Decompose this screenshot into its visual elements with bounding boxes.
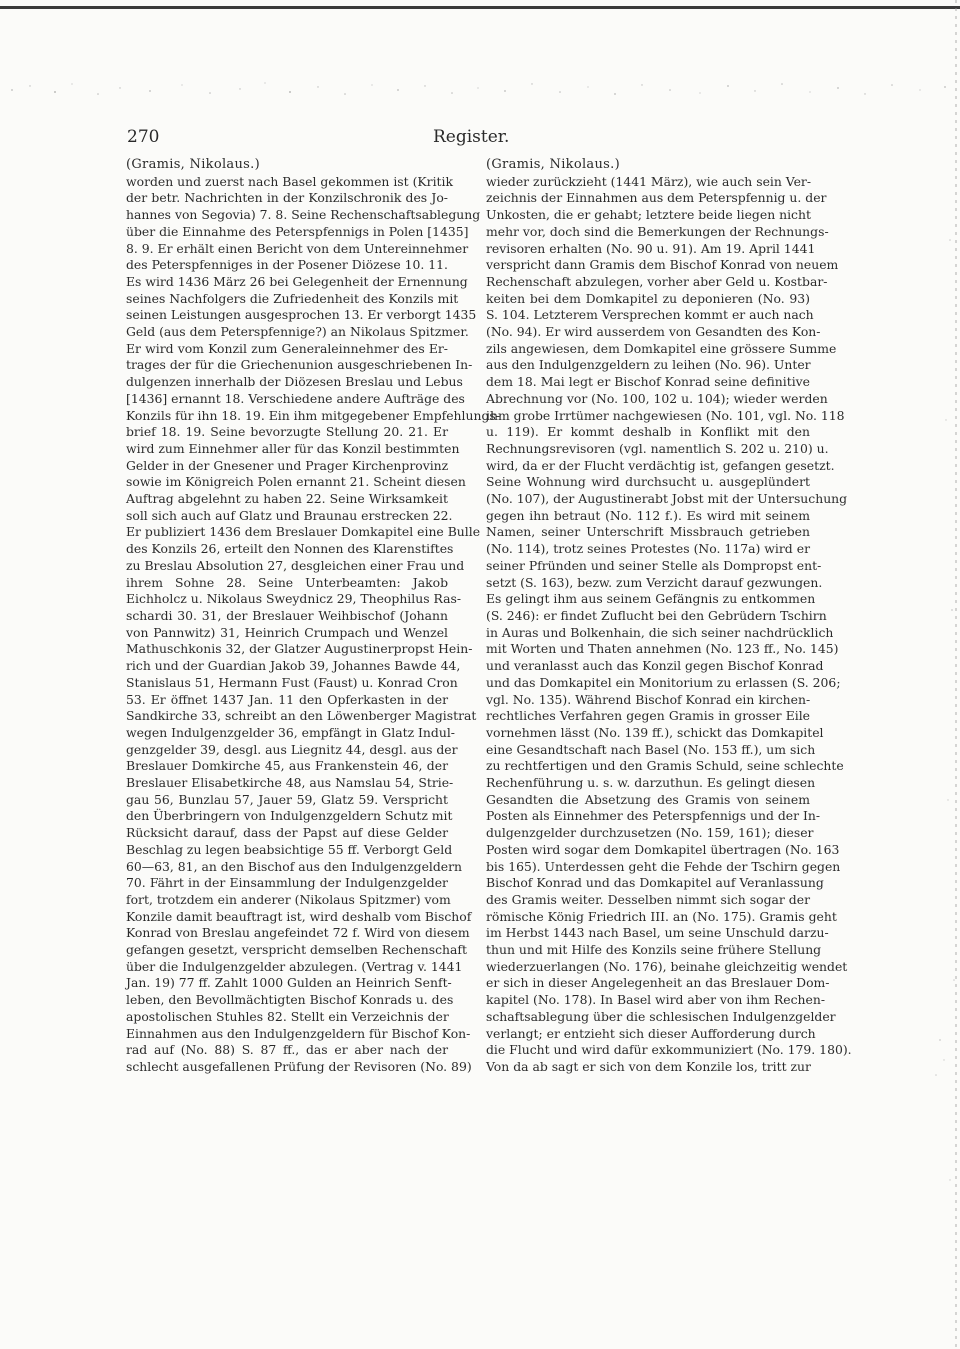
- text-line: gau 56, Bunzlau 57, Jauer 59, Glatz 59. Verspricht: [126, 791, 448, 807]
- text-line: Einnahmen aus den Indulgenzgeldern für Bischof Kon-: [126, 1025, 471, 1041]
- text-line: Es wird 1436 März 26 bei Gelegenheit der Ernennung: [126, 273, 468, 289]
- scan-top-rule: [0, 6, 960, 9]
- text-line: trages der für die Griechenunion ausgeschriebenen In-: [126, 357, 473, 373]
- text-line: wird zum Einnehmer aller für das Konzil bestimmten: [126, 440, 460, 456]
- text-line: (No. 94). Er wird ausserdem von Gesandten des Kon-: [486, 324, 821, 340]
- text-line: Posten wird sogar dem Domkapitel übertragen (No. 163: [486, 841, 840, 857]
- text-line: er sich in dieser Angelegenheit an das Breslauer Dom-: [486, 975, 830, 991]
- text-line: Mathuschkonis 32, der Glatzer Augustinerpropst Hein-: [126, 641, 473, 657]
- text-line: Gesandten die Absetzung des Gramis von seinem: [486, 791, 810, 807]
- text-line: schardi 30. 31, der Breslauer Weihbischof (Johann: [126, 607, 448, 623]
- text-line: dulgenzen innerhalb der Diözesen Breslau und Lebus: [126, 374, 463, 390]
- text-line: 70. Fährt in der Einsammlung der Indulgenzgelder: [126, 875, 448, 891]
- text-line: seiner Pfründen und seiner Stelle als Dompropst ent-: [486, 557, 822, 573]
- text-line: die Flucht und wird dafür exkommuniziert (No. 179. 180).: [486, 1042, 852, 1058]
- text-line: genzgelder 39, desgl. aus Liegnitz 44, desgl. aus der: [126, 741, 458, 757]
- right-column-lines: [486, 173, 852, 1076]
- text-line: brief 18. 19. Seine bevorzugte Stellung 20. 21. Er: [126, 424, 448, 440]
- text-line: Es gelingt ihm aus seinem Gefängnis zu entkommen: [486, 591, 816, 607]
- text-line: sowie im Königreich Polen ernannt 21. Scheint diesen: [126, 474, 466, 490]
- text-line: zils angewiesen, dem Domkapitel eine grössere Summe: [486, 340, 837, 356]
- text-line: 53. Er öffnet 1437 Jan. 11 den Opferkasten in der: [126, 691, 448, 707]
- text-line: Er publiziert 1436 dem Breslauer Domkapitel eine Bulle: [126, 524, 481, 540]
- text-line: apostolischen Stuhles 82. Stellt ein Verzeichnis der: [126, 1008, 449, 1024]
- text-line: zu Breslau Absolution 27, desgleichen einer Frau und: [126, 557, 465, 573]
- text-line: des Gramis weiter. Desselben nimmt sich sogar der: [486, 891, 810, 907]
- text-line: (No. 114), trotz seines Protestes (No. 117a) wird er: [486, 541, 810, 557]
- text-line: wegen Indulgenzgelder 36, empfängt in Glatz Indul-: [126, 724, 455, 740]
- text-line: des Konzils 26, erteilt den Nonnen des Klarenstiftes: [126, 541, 454, 557]
- text-line: Sandkirche 33, schreibt an den Löwenberger Magistrat: [126, 708, 477, 724]
- text-line: in Auras und Bolkenhain, die sich seiner nachdrücklich: [486, 624, 834, 640]
- text-line: Namen, seiner Unterschrift Missbrauch getrieben: [486, 524, 810, 540]
- text-line: über die Indulgenzgelder abzulegen. (Vertrag v. 1441: [126, 958, 463, 974]
- text-line: aus den Indulgenzgeldern zu leihen (No. 96). Unter: [486, 357, 811, 373]
- text-line: ihrem Sohne 28. Seine Unterbeamten: Jakob: [126, 574, 448, 590]
- text-line: Beschlag zu legen beabsichtige 55 ff. Verborgt Geld: [126, 841, 453, 857]
- text-line: thun und mit Hilfe des Konzils seine frühere Stellung: [486, 942, 822, 958]
- text-line: römische König Friedrich III. an (No. 175). Gramis geht: [486, 908, 837, 924]
- text-line: Konzils für ihn 18. 19. Ein ihm mitgegebener Empfehlungs-: [126, 407, 500, 423]
- text-line: des Peterspfenniges in der Posener Diözese 10. 11.: [126, 257, 448, 273]
- text-line: vgl. No. 135). Während Bischof Konrad ein kirchen-: [486, 691, 811, 707]
- text-line: zeichnis der Einnahmen aus dem Peterspfennig u. der: [486, 190, 827, 206]
- text-line: rechtliches Verfahren gegen Gramis in grosser Eile: [486, 708, 810, 724]
- text-line: kapitel (No. 178). In Basel wird aber von ihm Rechen-: [486, 992, 826, 1008]
- text-line: seinen Leistungen ausgesprochen 13. Er verborgt 1435: [126, 307, 477, 323]
- text-line: mehr vor, doch sind die Bemerkungen der Rechnungs-: [486, 223, 829, 239]
- text-line: über die Einnahme des Peterspfennigs in Polen [1435]: [126, 223, 469, 239]
- text-line: worden und zuerst nach Basel gekommen ist (Kritik: [126, 173, 454, 189]
- text-line: Rechenführung u. s. w. darzuthun. Es gelingt diesen: [486, 775, 816, 791]
- text-line: [1436] ernannt 18. Verschiedene andere Aufträge des: [126, 390, 465, 406]
- text-line: (No. 107), der Augustinerabt Jobst mit der Untersuchung: [486, 491, 848, 507]
- text-line: im Herbst 1443 nach Basel, um seine Unschuld darzu-: [486, 925, 829, 941]
- text-line: Auftrag abgelehnt zu haben 22. Seine Wirksamkeit: [126, 491, 448, 507]
- text-line: Bischof Konrad und das Domkapitel auf Veranlassung: [486, 875, 824, 891]
- right-column: [486, 157, 852, 1076]
- text-line: wieder zurückzieht (1441 März), wie auch sein Ver-: [486, 173, 812, 189]
- text-line: Geld (aus dem Peterspfennige?) an Nikolaus Spitzmer.: [126, 324, 469, 340]
- text-line: bis 165). Unterdessen geht die Fehde der Tschirn gegen: [486, 858, 841, 874]
- text-line: vornehmen lässt (No. 139 ff.), schickt das Domkapitel: [486, 724, 824, 740]
- text-line: der betr. Nachrichten in der Konzilschronik des Jo-: [126, 190, 448, 206]
- scan-right-edge-noise: [870, 0, 960, 1349]
- text-line: Abrechnung vor (No. 100, 102 u. 104); wieder werden: [486, 390, 828, 406]
- text-line: Er wird vom Konzil zum Generaleinnehmer des Er-: [126, 340, 448, 356]
- text-line: Breslauer Domkirche 45, aus Frankenstein 46, der: [126, 758, 448, 774]
- text-line: dem 18. Mai legt er Bischof Konrad seine definitive: [486, 374, 810, 390]
- text-line: (S. 246): er findet Zuflucht bei den Gebrüdern Tschirn: [486, 607, 827, 623]
- text-line: verspricht dann Gramis dem Bischof Konrad von neuem: [486, 257, 839, 273]
- text-line: u. 119). Er kommt deshalb in Konflikt mit den: [486, 424, 810, 440]
- text-line: dulgenzgelder durchzusetzen (No. 159, 161); dieser: [486, 825, 814, 841]
- text-line: wird, da er der Flucht verdächtig ist, gefangen gesetzt.: [486, 457, 835, 473]
- text-line: Eichholcz u. Nikolaus Sweydnicz 29, Theophilus Ras-: [126, 591, 462, 607]
- text-line: gefangen gesetzt, verspricht demselben Rechenschaft: [126, 942, 467, 958]
- text-line: revisoren erhalten (No. 90 u. 91). Am 19. April 1441: [486, 240, 816, 256]
- scan-noise-band: [0, 70, 960, 110]
- text-line: hannes von Segovia) 7. 8. Seine Rechenschaftsablegung: [126, 207, 481, 223]
- text-line: Seine Wohnung wird durchsucht u. ausgeplündert: [486, 474, 810, 490]
- text-line: zu rechtfertigen und den Gramis Schuld, seine schlechte: [486, 758, 844, 774]
- right-column-heading: (Gramis, Nikolaus.): [486, 157, 620, 172]
- text-line: S. 104. Letzterem Versprechen kommt er auch nach: [486, 307, 814, 323]
- left-column: [126, 157, 500, 1076]
- text-line: Unkosten, die er gehabt; letztere beide liegen nicht: [486, 207, 811, 223]
- text-line: soll sich auch auf Glatz und Braunau erstrecken 22.: [126, 507, 453, 523]
- text-line: seines Nachfolgers die Zufriedenheit des Konzils mit: [126, 290, 459, 306]
- text-line: eine Gesandtschaft nach Basel (No. 153 ff.), um sich: [486, 741, 816, 757]
- text-line: wiederzuerlangen (No. 176), beinahe gleichzeitig wendet: [486, 958, 848, 974]
- text-line: rad auf (No. 88) S. 87 ff., das er aber nach der: [126, 1042, 448, 1058]
- text-line: Rechenschaft abzulegen, vorher aber Geld u. Kostbar-: [486, 273, 828, 289]
- running-head: Register.: [433, 127, 510, 147]
- text-line: 8. 9. Er erhält einen Bericht von dem Untereinnehmer: [126, 240, 469, 256]
- text-line: Von da ab sagt er sich von dem Konzile los, tritt zur: [486, 1058, 811, 1074]
- text-line: Rücksicht darauf, dass der Papst auf diese Gelder: [126, 825, 448, 841]
- text-line: Jan. 19) 77 ff. Zahlt 1000 Gulden an Heinrich Senft-: [126, 975, 452, 991]
- page-number: 270: [127, 127, 160, 147]
- text-line: und das Domkapitel ein Monitorium zu erlassen (S. 206;: [486, 674, 841, 690]
- text-line: 60—63, 81, an den Bischof aus den Indulgenzgeldern: [126, 858, 463, 874]
- text-line: gegen ihn betraut (No. 112 f.). Es wird mit seinem: [486, 507, 810, 523]
- text-line: Konrad von Breslau angefeindet 72 f. Wird von diesem: [126, 925, 470, 941]
- text-line: Posten als Einnehmer des Peterspfennigs und der In-: [486, 808, 821, 824]
- text-line: fort, trotzdem ein anderer (Nikolaus Spitzmer) vom: [126, 891, 451, 907]
- text-line: von Pannwitz) 31, Heinrich Crumpach und Wenzel: [126, 624, 448, 640]
- left-column-heading: (Gramis, Nikolaus.): [126, 157, 260, 172]
- text-line: und veranlasst auch das Konzil gegen Bischof Konrad: [486, 658, 824, 674]
- text-line: Stanislaus 51, Hermann Fust (Faust) u. Konrad Cron: [126, 674, 458, 690]
- left-column-lines: [126, 173, 500, 1076]
- text-line: Konzile damit beauftragt ist, wird deshalb vom Bischof: [126, 908, 472, 924]
- text-line: den Überbringern von Indulgenzgeldern Schutz mit: [126, 808, 453, 824]
- text-line: Breslauer Elisabetkirche 48, aus Namslau 54, Strie-: [126, 775, 454, 791]
- text-line: verlangt; er entzieht sich dieser Aufforderung durch: [486, 1025, 816, 1041]
- text-line: ihm grobe Irrtümer nachgewiesen (No. 101, vgl. No. 118: [486, 407, 845, 423]
- text-line: Rechnungsrevisoren (vgl. namentlich S. 202 u. 210) u.: [486, 440, 829, 456]
- text-line: Gelder in der Gnesener und Prager Kirchenprovinz: [126, 457, 449, 473]
- text-line: schlecht ausgefallenen Prüfung der Revisoren (No. 89): [126, 1058, 472, 1074]
- text-line: schaftsablegung über die schlesischen Indulgenzgelder: [486, 1008, 836, 1024]
- text-line: mit Worten und Thaten annehmen (No. 123 ff., No. 145): [486, 641, 839, 657]
- text-line: setzt (S. 163), bezw. zum Verzicht darauf gezwungen.: [486, 574, 823, 590]
- text-line: rich und der Guardian Jakob 39, Johannes Bawde 44,: [126, 658, 461, 674]
- text-line: leben, den Bevollmächtigten Bischof Konrads u. des: [126, 992, 454, 1008]
- text-line: keiten bei dem Domkapitel zu deponieren (No. 93): [486, 290, 810, 306]
